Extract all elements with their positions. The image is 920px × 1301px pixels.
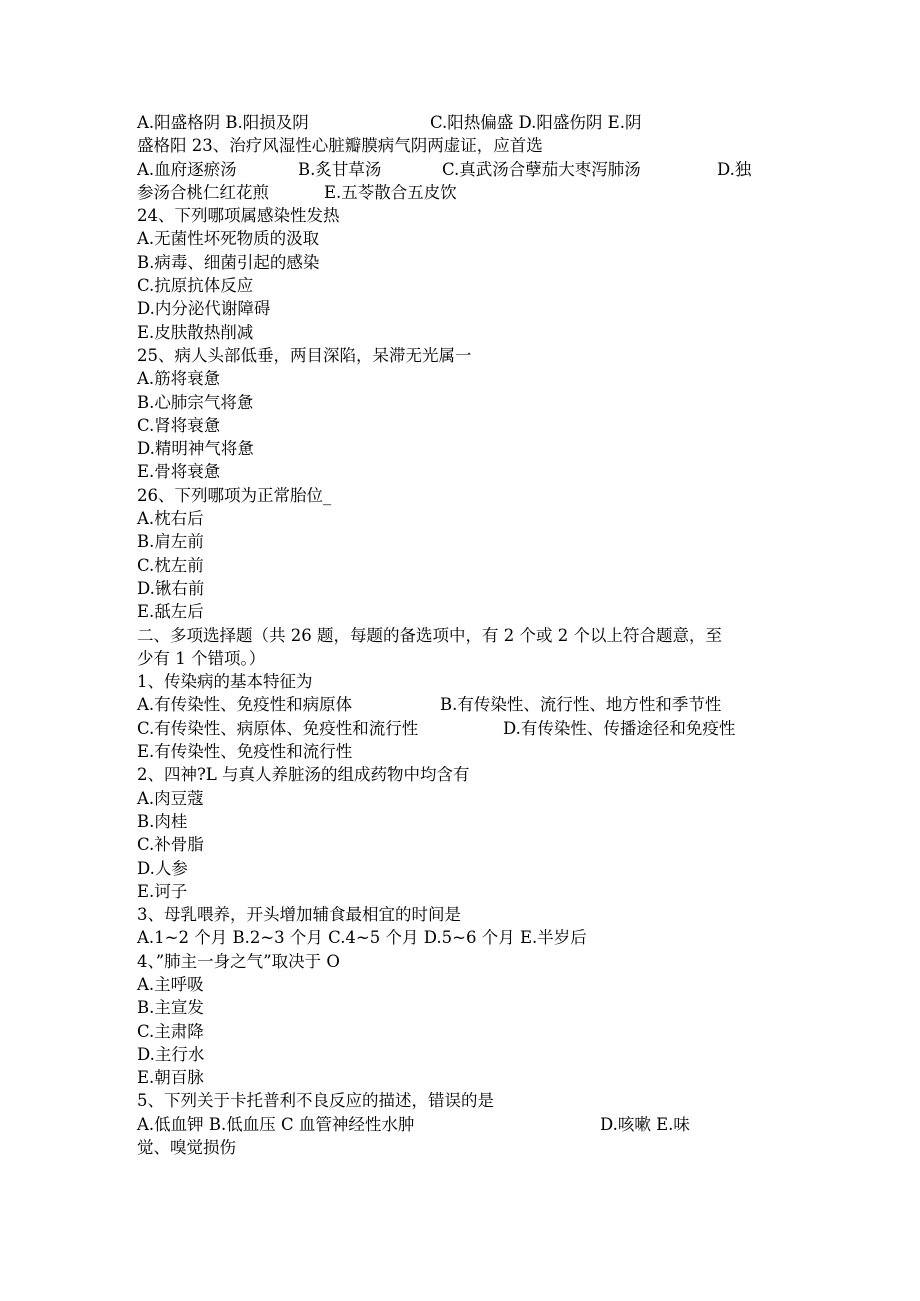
text-line (137, 857, 787, 880)
document-body (137, 111, 787, 1159)
text-line (137, 507, 787, 530)
text-line (137, 973, 787, 996)
text-line (137, 530, 787, 553)
text-line (137, 926, 787, 949)
text-segment: 3、母乳喂养，开头增加辅食最相宜的时间是 (137, 905, 461, 925)
text-line (137, 903, 787, 926)
text-line (137, 554, 787, 577)
text-line (137, 600, 787, 623)
text-segment: A.主呼吸 (137, 974, 204, 994)
text-segment: E.皮肤散热削减 (137, 322, 254, 342)
text-line (137, 321, 787, 344)
text-segment: A.枕右后 (137, 509, 204, 529)
text-segment: B.心肺宗气将惫 (137, 392, 254, 412)
text-segment: E.有传染性、免疫性和流行性 (137, 742, 353, 762)
text-segment: D.独 (717, 159, 752, 179)
text-segment: C.有传染性、病原体、免疫性和流行性 (137, 718, 419, 738)
text-segment: C.补骨脂 (137, 835, 204, 855)
text-line (137, 460, 787, 483)
text-segment: A.血府逐瘀汤 (137, 159, 237, 179)
text-segment: 5、下列关于卡托普利不良反应的描述，错误的是 (137, 1091, 494, 1111)
text-segment: 4、”肺主一身之气”取决于 O (137, 951, 340, 971)
text-line (137, 274, 787, 297)
text-line (137, 134, 787, 157)
text-segment: A.肉豆蔻 (137, 788, 204, 808)
text-line (137, 1089, 787, 1112)
text-line (137, 624, 787, 647)
text-segment: 参汤合桃仁红花煎 (137, 182, 269, 202)
text-segment: B.炙甘草汤 (298, 159, 382, 179)
text-segment: E.诃子 (137, 881, 188, 901)
text-segment: E.五苓散合五皮饮 (324, 182, 457, 202)
text-segment: 25、病人头部低垂，两目深陷，呆滞无光属一 (137, 345, 472, 365)
text-line (137, 810, 787, 833)
text-segment: A.筋将衰惫 (137, 369, 221, 389)
text-segment: D.精明神气将惫 (137, 439, 254, 459)
text-segment: D.内分泌代谢障碍 (137, 299, 271, 319)
text-line (137, 297, 787, 320)
text-line (137, 344, 787, 367)
text-line (137, 670, 787, 693)
text-segment: A.无菌性坏死物质的汲取 (137, 229, 320, 249)
text-segment: 二、多项选择题（共 26 题，每题的备选项中，有 2 个或 2 个以上符合题意，至 (137, 625, 722, 645)
text-segment: C.主肃降 (137, 1021, 204, 1041)
text-segment: B.肉桂 (137, 811, 188, 831)
text-line (137, 484, 787, 507)
text-line (137, 367, 787, 390)
text-line (137, 693, 787, 716)
text-line (137, 227, 787, 250)
text-line (137, 391, 787, 414)
text-segment: B.有传染性、流行性、地方性和季节性 (440, 695, 722, 715)
text-line (137, 251, 787, 274)
text-segment: C.枕左前 (137, 555, 204, 575)
text-segment: B.主宣发 (137, 998, 204, 1018)
text-segment: A.有传染性、免疫性和病原体 (137, 695, 353, 715)
text-line (137, 437, 787, 460)
text-segment: A.阳盛格阴 B.阳损及阴 (137, 113, 309, 132)
text-segment: D.人参 (137, 858, 188, 878)
text-segment: C.阳热偏盛 D.阳盛伤阴 E.阴 (430, 113, 642, 132)
text-segment: 2、四神?L 与真人养脏汤的组成药物中均含有 (137, 765, 470, 785)
text-line (137, 1113, 787, 1136)
text-segment: B.病毒、细菌引起的感染 (137, 252, 320, 272)
text-line (137, 996, 787, 1019)
text-line (137, 1066, 787, 1089)
text-segment: C.肾将衰惫 (137, 415, 221, 435)
text-line (137, 1043, 787, 1066)
text-segment: 觉、嗅觉损伤 (137, 1138, 236, 1158)
text-segment: 26、下列哪项为正常胎位_ (137, 485, 332, 505)
text-segment: 少有 1 个错项。） (137, 648, 266, 668)
text-line (137, 414, 787, 437)
text-segment: D.主行水 (137, 1044, 205, 1064)
text-segment: 1、传染病的基本特征为 (137, 672, 313, 692)
text-line (137, 1020, 787, 1043)
text-segment: A.低血钾 B.低血压 C 血管神经性水肿 (137, 1114, 415, 1134)
text-line (137, 111, 787, 134)
text-segment: D.锹右前 (137, 578, 205, 598)
text-line (137, 787, 787, 810)
text-line (137, 577, 787, 600)
text-segment: D.咳嗽 E.味 (600, 1114, 690, 1134)
text-line (137, 833, 787, 856)
text-line (137, 204, 787, 227)
text-line (137, 1136, 787, 1159)
text-segment: A.1~2 个月 B.2~3 个月 C.4~5 个月 D.5~6 个月 E.半岁后 (137, 928, 587, 948)
text-line (137, 763, 787, 786)
text-line (137, 717, 787, 740)
text-segment: 盛格阳 23、治疗风湿性心脏瓣膜病气阴两虚证，应首选 (137, 136, 543, 156)
text-segment: 24、下列哪项属感染性发热 (137, 206, 340, 226)
text-segment: C.抗原抗体反应 (137, 276, 254, 296)
text-segment: E.朝百脉 (137, 1068, 204, 1088)
text-line (137, 880, 787, 903)
text-line (137, 740, 787, 763)
text-segment: E.舐左后 (137, 602, 204, 622)
text-segment: E.骨将衰惫 (137, 462, 221, 482)
text-segment: D.有传染性、传播途径和免疫性 (503, 718, 736, 738)
text-segment: B.肩左前 (137, 532, 204, 552)
text-line (137, 950, 787, 973)
text-line (137, 158, 787, 181)
text-line (137, 647, 787, 670)
text-line (137, 181, 787, 204)
text-segment: C.真武汤合孽茄大枣泻肺汤 (442, 159, 641, 179)
